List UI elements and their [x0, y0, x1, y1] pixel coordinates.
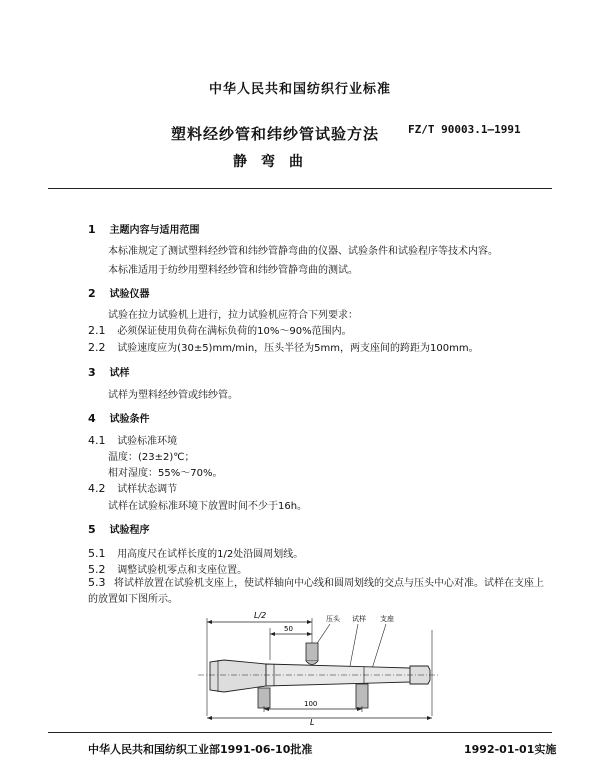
clause-2-2 [88, 339, 479, 354]
section-1-paragraph-2: 本标准适用于纺纱用塑料经纱管和纬纱管静弯曲的测试。 [108, 265, 358, 276]
section-number: 2 [88, 287, 96, 300]
clause-number: 5.2 [88, 563, 106, 576]
section-3-paragraph-1: 试样为塑料经纱管或纬纱管。 [108, 390, 238, 401]
presser-tip [306, 661, 318, 665]
clause-text: 用高度尺在试样长度的1/2处沿圆周划线。 [117, 549, 304, 560]
section-2-heading [88, 285, 150, 300]
fifty-label: 50 [284, 625, 293, 633]
presser-head [306, 643, 318, 661]
left-support [258, 688, 270, 708]
presser-label: 压头 [326, 615, 340, 623]
clause-number: 4.1 [88, 434, 106, 447]
clause-text: 调整试验机零点和支座位置。 [117, 565, 248, 576]
effective-date: 1992-01-01实施 [464, 743, 557, 756]
section-number: 3 [88, 366, 96, 379]
section-1-paragraph-1: 本标准规定了测试塑料经纱管和纬纱管静弯曲的仪器、试验条件和试验程序等技术内容。 [108, 246, 498, 257]
specimen-leader [350, 624, 358, 666]
support-label: 支座 [380, 615, 394, 623]
clause-4-2 [88, 480, 177, 495]
section-3-heading [88, 364, 130, 379]
conditioning-time: 试样在试验标准环境下放置时间不少于16h。 [108, 501, 308, 512]
bending-test-figure [190, 608, 450, 726]
clause-number: 5.3 [88, 576, 106, 589]
clause-text: 将试样放置在试验机支座上，使试样轴向中心线和圆周划线的交点与压头中心对准。试样在支座上的放置如下图所示。 [88, 578, 544, 605]
clause-text: 试样状态调节 [117, 484, 178, 495]
clause-2-1 [88, 322, 352, 337]
section-5-heading [88, 521, 150, 536]
section-2-paragraph-1: 试验在拉力试验机上进行，拉力试验机应符合下列要求： [108, 310, 358, 321]
section-number: 1 [88, 223, 96, 236]
clause-number: 2.1 [88, 324, 106, 337]
section-title: 试验条件 [109, 414, 150, 425]
clause-5-1 [88, 545, 303, 560]
clause-5-3 [88, 575, 548, 608]
footer-rule [48, 732, 552, 733]
section-title: 试验程序 [109, 525, 150, 536]
clause-text: 试验速度应为(30±5)mm/min，压头半径为5mm，两支座间的跨距为100mm。 [117, 343, 479, 354]
document-title: 塑料经纱管和纬纱管试验方法 [170, 125, 379, 143]
clause-number: 4.2 [88, 482, 106, 495]
section-1-heading [88, 221, 200, 236]
section-title: 主题内容与适用范围 [109, 225, 200, 236]
clause-number: 2.2 [88, 341, 106, 354]
clause-number: 5.1 [88, 547, 106, 560]
clause-text: 试验标准环境 [117, 436, 178, 447]
section-title: 试样 [109, 368, 130, 379]
section-number: 4 [88, 412, 96, 425]
tube-butt-section [210, 660, 266, 692]
section-4-heading [88, 410, 150, 425]
clause-4-1 [88, 432, 177, 447]
temperature-condition: 温度：(23±2)℃； [108, 452, 195, 463]
length-label: L [310, 718, 315, 726]
specimen-label: 试样 [352, 615, 366, 623]
issuing-org-header: 中华人民共和国纺织行业标准 [208, 82, 391, 97]
humidity-condition: 相对湿度：55%～70%。 [108, 468, 223, 479]
half-length-label: L/2 [254, 611, 267, 620]
clause-text: 必须保证使用负荷在满标负荷的10%～90%范围内。 [117, 326, 352, 337]
document-subtitle: 静弯曲 [233, 154, 317, 170]
approval-date: 中华人民共和国纺织工业部1991-06-10批准 [88, 743, 313, 756]
section-title: 试验仪器 [109, 289, 150, 300]
section-number: 5 [88, 523, 96, 536]
header-rule [48, 188, 552, 189]
standard-code: FZ/T 90003.1—1991 [408, 123, 521, 136]
right-support [356, 684, 368, 708]
clause-5-2 [88, 561, 247, 576]
span-label: 100 [304, 700, 318, 708]
